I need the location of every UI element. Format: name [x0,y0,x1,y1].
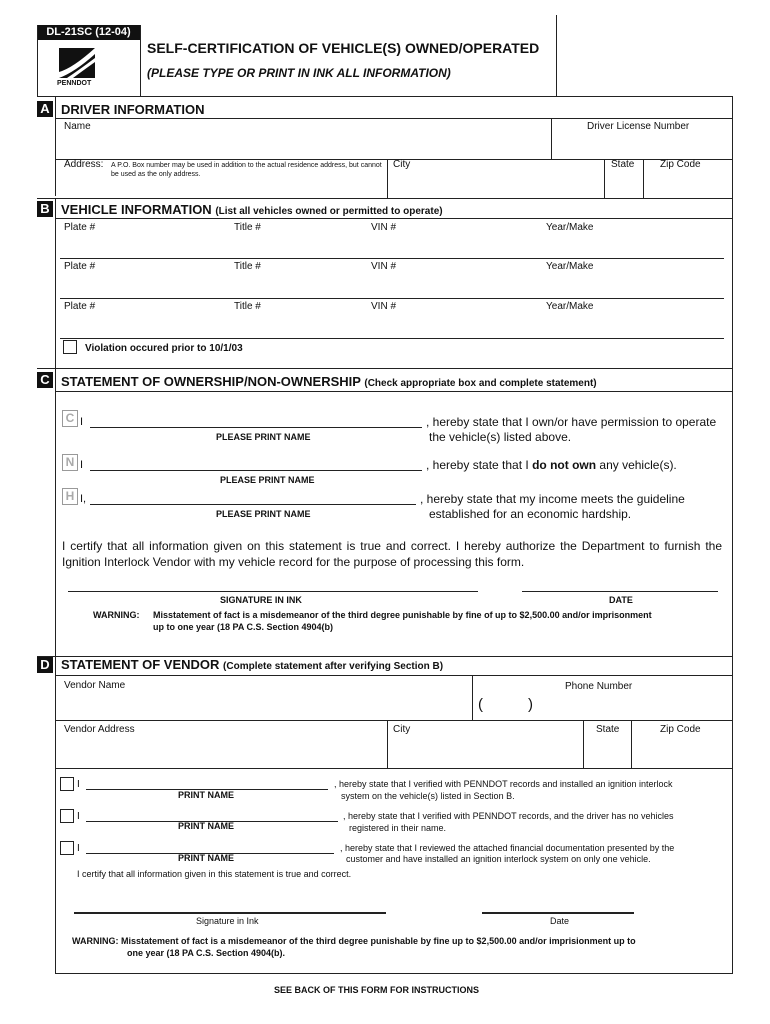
vendor-opt1-print-name: PRINT NAME [178,790,234,800]
plate-label-2: Plate # [64,261,96,272]
not-own-i: I [80,459,84,471]
vendor-address-row-line [55,768,732,769]
section-b-header-line [55,218,732,219]
yearmake-label-2: Year/Make [546,261,594,272]
phone-open-paren: ( [478,696,483,713]
form-title: SELF-CERTIFICATION OF VEHICLE(S) OWNED/OPERATED [147,40,540,56]
footer-instructions: SEE BACK OF THIS FORM FOR INSTRUCTIONS [274,985,480,995]
vehicle-row-2-line [60,298,724,299]
vendor-certify: I certify that all information given in this statement is true and correct. [77,869,352,879]
not-own-checkbox[interactable]: N [62,454,78,471]
vendor-state-field[interactable] [586,738,629,764]
address-city-divider [387,159,388,198]
section-a-title: DRIVER INFORMATION [61,102,205,117]
section-c-warning-label: WARNING: [93,610,140,620]
vendor-zip-field[interactable] [634,738,730,764]
license-field[interactable] [554,133,729,157]
section-c-warning-1: Misstatement of fact is a misdemeanor of the third degree punishable by fine of up to $2,500.00 and/or imprisonment [153,610,652,620]
zip-field[interactable] [646,172,730,196]
own-text-2: the vehicle(s) listed above. [429,430,572,444]
owner-signature-label: SIGNATURE IN INK [220,595,302,605]
vin-label-3: VIN # [371,301,397,312]
phone-close-paren: ) [528,696,533,713]
address-note-2: be used as the only address. [111,171,201,178]
city-label: City [393,159,411,170]
section-c-left-line [55,368,56,656]
not-own-name-line[interactable] [90,470,422,471]
own-print-name: PLEASE PRINT NAME [216,432,311,442]
vendor-opt1-text-1: , hereby state that I verified with PENNDOT records and installed an ignition interlock [334,779,673,789]
vendor-phone-divider [472,675,473,720]
section-b-title: VEHICLE INFORMATION (List all vehicles owned or permitted to operate) [61,202,443,217]
header-bottom-line [37,96,733,97]
state-zip-divider [643,159,644,198]
section-c-certify: I certify that all information given on this statement is true and correct. I hereby authorize the Department to furnish the Ignition Interlock Vendor with my vehicle record for the purpose of processing this form. [62,539,722,569]
vehicle-row-1-line [60,258,724,259]
address-field[interactable] [58,178,384,196]
section-a-left-line [55,96,56,196]
own-text-1: , hereby state that I own/or have permission to operate [426,415,717,429]
vehicle-row-3-line [60,338,724,339]
vendor-no-vehicles-checkbox[interactable] [60,809,74,823]
city-field[interactable] [390,172,602,196]
phone-label: Phone Number [565,681,633,692]
owner-date-label: DATE [609,595,633,605]
address-note-1: A P.O. Box number may be used in addition to the actual residence address, but cannot [111,162,382,169]
section-b-bottom-line [37,368,733,369]
name-field[interactable] [58,133,548,157]
vendor-opt1-text-2: system on the vehicle(s) listed in Section B. [341,791,515,801]
not-own-text: , hereby state that I do not own any vehicle(s). [426,458,677,472]
vendor-address-label: Vendor Address [64,724,135,735]
state-field[interactable] [607,172,641,196]
title-label-1: Title # [234,222,261,233]
form-code-badge: DL-21SC (12-04) [37,25,140,40]
hardship-print-name: PLEASE PRINT NAME [216,509,311,519]
not-own-print-name: PLEASE PRINT NAME [220,475,315,485]
vendor-opt2-i: I [77,811,80,822]
section-c-title: STATEMENT OF OWNERSHIP/NON-OWNERSHIP (Check appropriate box and complete statement) [61,374,597,389]
vendor-date-line[interactable] [482,912,634,914]
section-d-header-line [55,675,732,676]
own-i: I [80,416,84,428]
vendor-signature-line[interactable] [74,912,386,914]
plate-label-1: Plate # [64,222,96,233]
section-c-header-line [55,391,732,392]
vendor-name-field[interactable] [58,693,468,717]
zip-label: Zip Code [660,159,701,170]
hardship-i: I, [80,493,87,505]
vendor-warning-1: WARNING: Misstatement of fact is a misdemeanor of the third degree punishable by fine up to $2,500.00 and/or imprisionment up to [72,936,636,946]
form-bottom-line [55,973,733,974]
vendor-opt3-i: I [77,843,80,854]
penndot-logo-text: PENNDOT [57,80,92,87]
city-state-divider [604,159,605,198]
header-divider [140,25,141,96]
name-label: Name [64,121,91,132]
vendor-city-state-divider [583,720,584,768]
license-label: Driver License Number [587,121,690,132]
section-c-warning-2: up to one year (18 PA C.S. Section 4904(b) [153,622,334,632]
own-name-line[interactable] [90,427,422,428]
vendor-opt2-print-name: PRINT NAME [178,821,234,831]
vendor-date-label: Date [550,916,570,926]
name-license-divider [551,118,552,159]
vendor-zip-label: Zip Code [660,724,701,735]
vendor-state-label: State [596,724,620,735]
vehicle-row-3-field[interactable] [60,314,722,336]
section-d-letter: D [37,657,53,673]
vin-label-2: VIN # [371,261,397,272]
section-d-title: STATEMENT OF VENDOR (Complete statement after verifying Section B) [61,657,444,672]
vehicle-row-2-field[interactable] [60,274,722,296]
header-right-border [556,15,557,96]
owner-signature-line[interactable] [68,591,478,592]
address-label: Address: [64,159,104,170]
yearmake-label-1: Year/Make [546,222,594,233]
vendor-opt3-print-name: PRINT NAME [178,853,234,863]
vendor-opt2-text-1: , hereby state that I verified with PENNDOT records, and the driver has no vehicles [343,811,674,821]
vendor-signature-label: Signature in Ink [196,916,259,926]
form-right-border [732,96,733,974]
owner-date-line[interactable] [522,591,718,592]
vendor-opt3-text-2: customer and have installed an ignition interlock system on only one vehicle. [346,854,651,864]
header-left-border [37,25,38,96]
vin-label-1: VIN # [371,222,397,233]
section-a-header-line [55,118,732,119]
section-a-letter: A [37,101,53,117]
violation-checkbox[interactable] [63,340,77,354]
own-checkbox[interactable]: C [62,410,78,427]
section-c-letter: C [37,372,53,388]
vendor-installed-checkbox[interactable] [60,777,74,791]
section-b-letter: B [37,201,53,217]
title-label-2: Title # [234,261,261,272]
violation-label: Violation occured prior to 10/1/03 [85,343,243,354]
state-label: State [611,159,635,170]
hardship-name-line[interactable] [90,504,416,505]
vehicle-row-1-field[interactable] [60,234,722,256]
hardship-text-2: established for an economic hardship. [429,507,632,521]
vendor-city-label: City [393,724,411,735]
vendor-warning-2: one year (18 PA C.S. Section 4904(b). [127,948,286,958]
vendor-address-city-divider [387,720,388,768]
section-b-left-line [55,198,56,368]
hardship-text-1: , hereby state that my income meets the guideline [420,492,685,506]
vendor-opt1-i: I [77,779,80,790]
plate-label-3: Plate # [64,301,96,312]
vendor-city-field[interactable] [390,738,580,764]
yearmake-label-3: Year/Make [546,301,594,312]
vendor-name-label: Vendor Name [64,680,126,691]
vendor-opt3-text-1: , hereby state that I reviewed the attached financial documentation presented by the [340,843,675,853]
title-label-3: Title # [234,301,261,312]
form-subtitle: (PLEASE TYPE OR PRINT IN INK ALL INFORMATION) [147,66,451,80]
vendor-address-field[interactable] [58,738,384,764]
section-a-bottom-line [37,198,733,199]
phone-field[interactable] [476,693,728,717]
hardship-checkbox[interactable]: H [62,488,78,505]
vendor-hardship-checkbox[interactable] [60,841,74,855]
vendor-state-zip-divider [631,720,632,768]
section-d-left-line [55,656,56,974]
vendor-opt2-text-2: registered in their name. [349,823,447,833]
